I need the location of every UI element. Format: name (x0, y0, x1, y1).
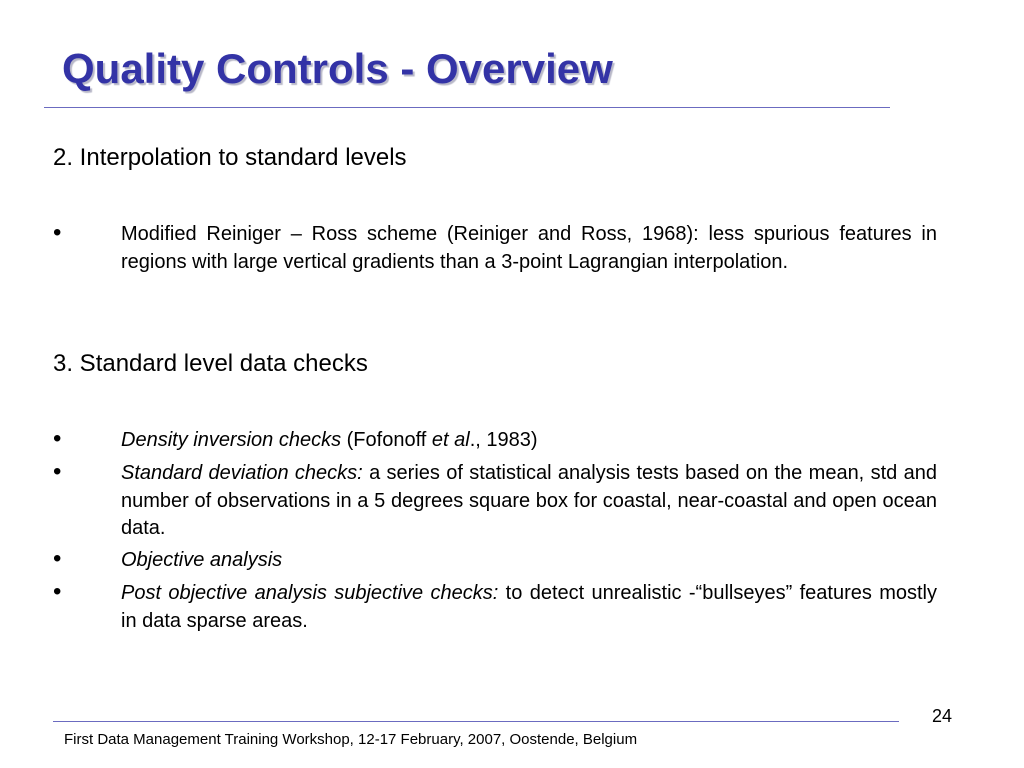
bullet-text (121, 460, 937, 543)
title-divider (44, 107, 890, 108)
bullet-text (121, 547, 937, 575)
bullet-icon: • (53, 545, 62, 572)
section-heading-standard-level-checks: 3. Standard level data checks (53, 350, 368, 377)
bullet-citation-italic: et al (431, 429, 470, 451)
section-heading-interpolation: 2. Interpolation to standard levels (53, 144, 407, 171)
bullet-text: Modified Reiniger – Ross scheme (Reiniger and Ross, 1968): less spurious features in regions with large vertical gradients than a 3-point Lagrangian interpolation. (121, 223, 937, 273)
bullet-italic-label: Post objective analysis subjective checks: (121, 582, 499, 604)
bullet-citation-post: ., 1983) (469, 429, 538, 451)
bullet-body: a series of statistical analysis tests based on the mean, std and number of observations in a 5 degrees square box for coastal, near-coastal and open ocean data. (121, 462, 937, 539)
slide-title: Quality Controls - Overview (62, 45, 613, 92)
bullet-icon: • (53, 458, 62, 485)
bullet-icon: • (53, 578, 62, 605)
bullet-italic-label: Objective analysis (121, 549, 283, 571)
bullet-italic-label: Standard deviation checks: (121, 462, 363, 484)
bullet-italic-label: Density inversion checks (121, 429, 342, 451)
bullet-text (121, 580, 937, 635)
footer-text: First Data Management Training Workshop, 12-17 February, 2007, Oostende, Belgium (64, 731, 638, 748)
bullet-body: to detect unrealistic -“bullseyes” features mostly in data sparse areas. (121, 582, 937, 632)
page-number: 24 (932, 706, 953, 726)
bullet-icon: • (53, 425, 62, 452)
bullet-text (121, 427, 937, 455)
bullet-citation-pre: (Fofonoff (341, 429, 432, 451)
bullet-icon: • (53, 219, 62, 246)
footer-divider (53, 721, 899, 722)
